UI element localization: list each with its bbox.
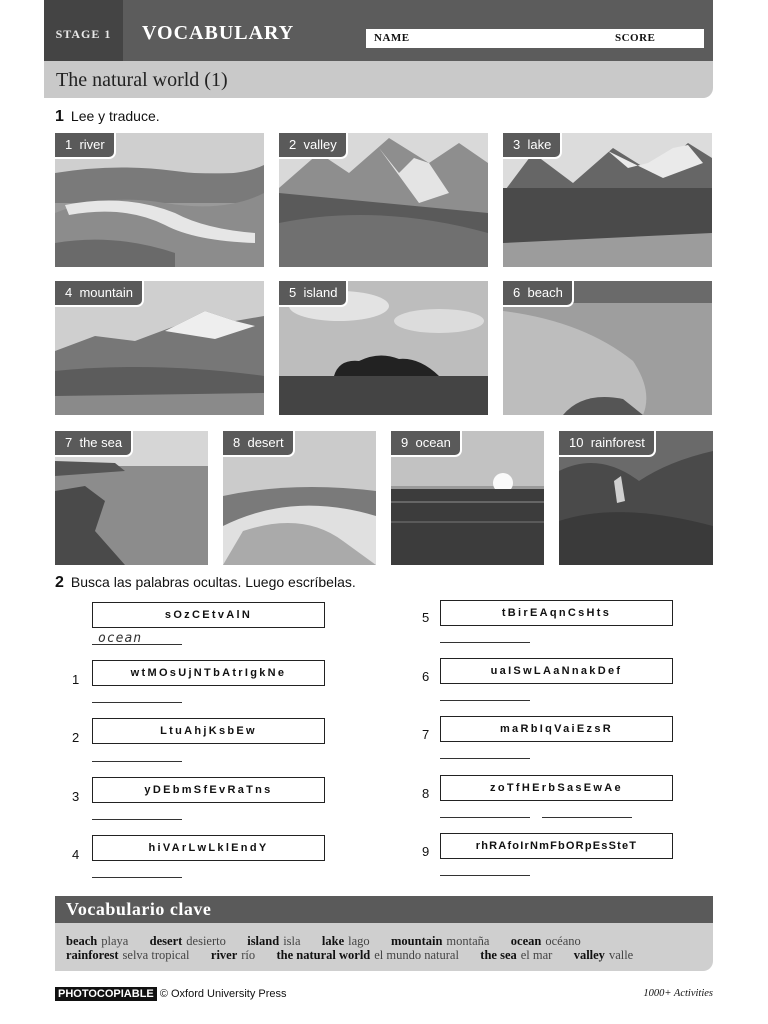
item-number: 7 xyxy=(422,727,430,742)
worksheet-subtitle: The natural world (1) xyxy=(56,69,228,91)
puzzle-box: zoTfHErbSasEwAe xyxy=(440,775,673,801)
mountain-photo xyxy=(55,281,264,415)
puzzle-box: rhRAfoIrNmFbORpEsSteT xyxy=(440,833,673,859)
vocab-english: ocean xyxy=(510,934,542,948)
photo-word: valley xyxy=(303,137,337,152)
vocab-english: river xyxy=(210,948,238,962)
photo-word: river xyxy=(79,137,105,152)
vocab-spanish: montaña xyxy=(446,934,490,948)
vocab-english: the sea xyxy=(480,948,517,962)
vocab-spanish: lago xyxy=(348,934,370,948)
vocab-spanish: selva tropical xyxy=(122,948,190,962)
answer-line[interactable] xyxy=(92,761,182,762)
vocab-english: rainforest xyxy=(66,948,119,962)
vocab-english: desert xyxy=(149,934,183,948)
answer-line[interactable] xyxy=(440,700,530,701)
item-number: 9 xyxy=(422,844,430,859)
river-photo xyxy=(55,133,264,267)
beach-photo xyxy=(503,281,712,415)
lake-photo xyxy=(503,133,712,267)
exercise-1-text: Lee y traduce. xyxy=(70,108,160,124)
series-name: 1000+ Activities xyxy=(643,988,713,999)
exercise-2-number: 2 xyxy=(55,574,64,591)
ocean-photo xyxy=(391,431,544,565)
vocab-english: mountain xyxy=(391,934,443,948)
vocab-spanish: playa xyxy=(101,934,129,948)
photo-label xyxy=(503,133,562,159)
photo-word: rainforest xyxy=(590,435,645,450)
puzzle-box: tBirEAqnCsHts xyxy=(440,600,673,626)
vocab-spanish: río xyxy=(241,948,256,962)
photo-number: 9 xyxy=(401,435,409,450)
name-label: NAME xyxy=(374,32,410,44)
photo-word: ocean xyxy=(415,435,451,450)
sea-photo xyxy=(55,431,208,565)
vocab-english: the natural world xyxy=(276,948,371,962)
answer-line[interactable] xyxy=(92,702,182,703)
puzzle-box: yDEbmSfEvRaTns xyxy=(92,777,325,803)
photo-number: 2 xyxy=(289,137,297,152)
photo-word: mountain xyxy=(79,285,133,300)
photo-label xyxy=(55,431,133,457)
island-photo xyxy=(279,281,488,415)
exercise-2-instruction xyxy=(55,574,356,592)
item-number: 4 xyxy=(72,847,80,862)
photo-word: beach xyxy=(527,285,563,300)
answer-line[interactable] xyxy=(440,758,530,759)
photo-number: 7 xyxy=(65,435,73,450)
score-label: SCORE xyxy=(615,32,656,44)
answer-line[interactable] xyxy=(542,817,632,818)
photo-number: 8 xyxy=(233,435,241,450)
answer-line[interactable] xyxy=(92,644,182,645)
photo-word: island xyxy=(303,285,338,300)
item-number: 8 xyxy=(422,786,430,801)
vocab-english: lake xyxy=(321,934,345,948)
puzzle-box: wtMOsUjNTbAtrIgkNe xyxy=(92,660,325,686)
vocabulary-row xyxy=(66,948,651,963)
vocabulary-title: Vocabulario clave xyxy=(66,899,212,919)
photocopiable-badge: PHOTOCOPIABLE xyxy=(55,987,157,1001)
vocab-spanish: desierto xyxy=(186,934,226,948)
photo-label xyxy=(55,133,116,159)
rainforest-photo xyxy=(559,431,713,565)
page-title: VOCABULARY xyxy=(142,22,295,44)
example-answer: ocean xyxy=(98,631,143,646)
puzzle-box: hiVArLwLklEndY xyxy=(92,835,325,861)
photo-label xyxy=(223,431,295,457)
photo-number: 3 xyxy=(513,137,521,152)
photo-number: 6 xyxy=(513,285,521,300)
photo-number: 5 xyxy=(289,285,297,300)
valley-photo xyxy=(279,133,488,267)
photo-label xyxy=(503,281,574,307)
vocab-english: island xyxy=(247,934,280,948)
puzzle-box: maRbIqVaiEzsR xyxy=(440,716,673,742)
vocab-spanish: océano xyxy=(545,934,581,948)
answer-line[interactable] xyxy=(440,875,530,876)
photo-number: 10 xyxy=(569,435,584,450)
photo-word: the sea xyxy=(79,435,123,450)
photo-number: 4 xyxy=(65,285,73,300)
copyright-text: © Oxford University Press xyxy=(159,988,287,1000)
answer-line[interactable] xyxy=(440,642,530,643)
item-number: 6 xyxy=(422,669,430,684)
photo-label xyxy=(279,133,348,159)
answer-line[interactable] xyxy=(440,817,530,818)
vocab-spanish: isla xyxy=(283,934,301,948)
photo-word: lake xyxy=(527,137,552,152)
puzzle-box: LtuAhjKsbEw xyxy=(92,718,325,744)
stage-label: STAGE 1 xyxy=(44,0,123,68)
photo-label xyxy=(559,431,656,457)
exercise-1-instruction xyxy=(55,108,160,126)
photo-label xyxy=(279,281,348,307)
item-number: 3 xyxy=(72,789,80,804)
photo-label xyxy=(55,281,144,307)
desert-photo xyxy=(223,431,376,565)
vocab-spanish: el mundo natural xyxy=(374,948,459,962)
photo-number: 1 xyxy=(65,137,73,152)
answer-line[interactable] xyxy=(92,877,182,878)
answer-line[interactable] xyxy=(92,819,182,820)
item-number: 5 xyxy=(422,610,430,625)
exercise-2-text: Busca las palabras ocultas. Luego escríbelas. xyxy=(70,574,356,590)
vocab-english: beach xyxy=(66,934,98,948)
vocabulary-row xyxy=(66,934,599,949)
photo-label xyxy=(391,431,462,457)
vocab-english: valley xyxy=(573,948,605,962)
name-score-field[interactable] xyxy=(366,29,704,48)
vocab-spanish: el mar xyxy=(520,948,553,962)
puzzle-example: sOzCEtvAlN xyxy=(92,602,325,628)
vocab-spanish: valle xyxy=(608,948,634,962)
footer-left xyxy=(55,988,287,1000)
item-number: 2 xyxy=(72,730,80,745)
puzzle-box: uaISwLAaNnakDef xyxy=(440,658,673,684)
item-number: 1 xyxy=(72,672,80,687)
photo-word: desert xyxy=(247,435,284,450)
exercise-1-number: 1 xyxy=(55,108,64,125)
